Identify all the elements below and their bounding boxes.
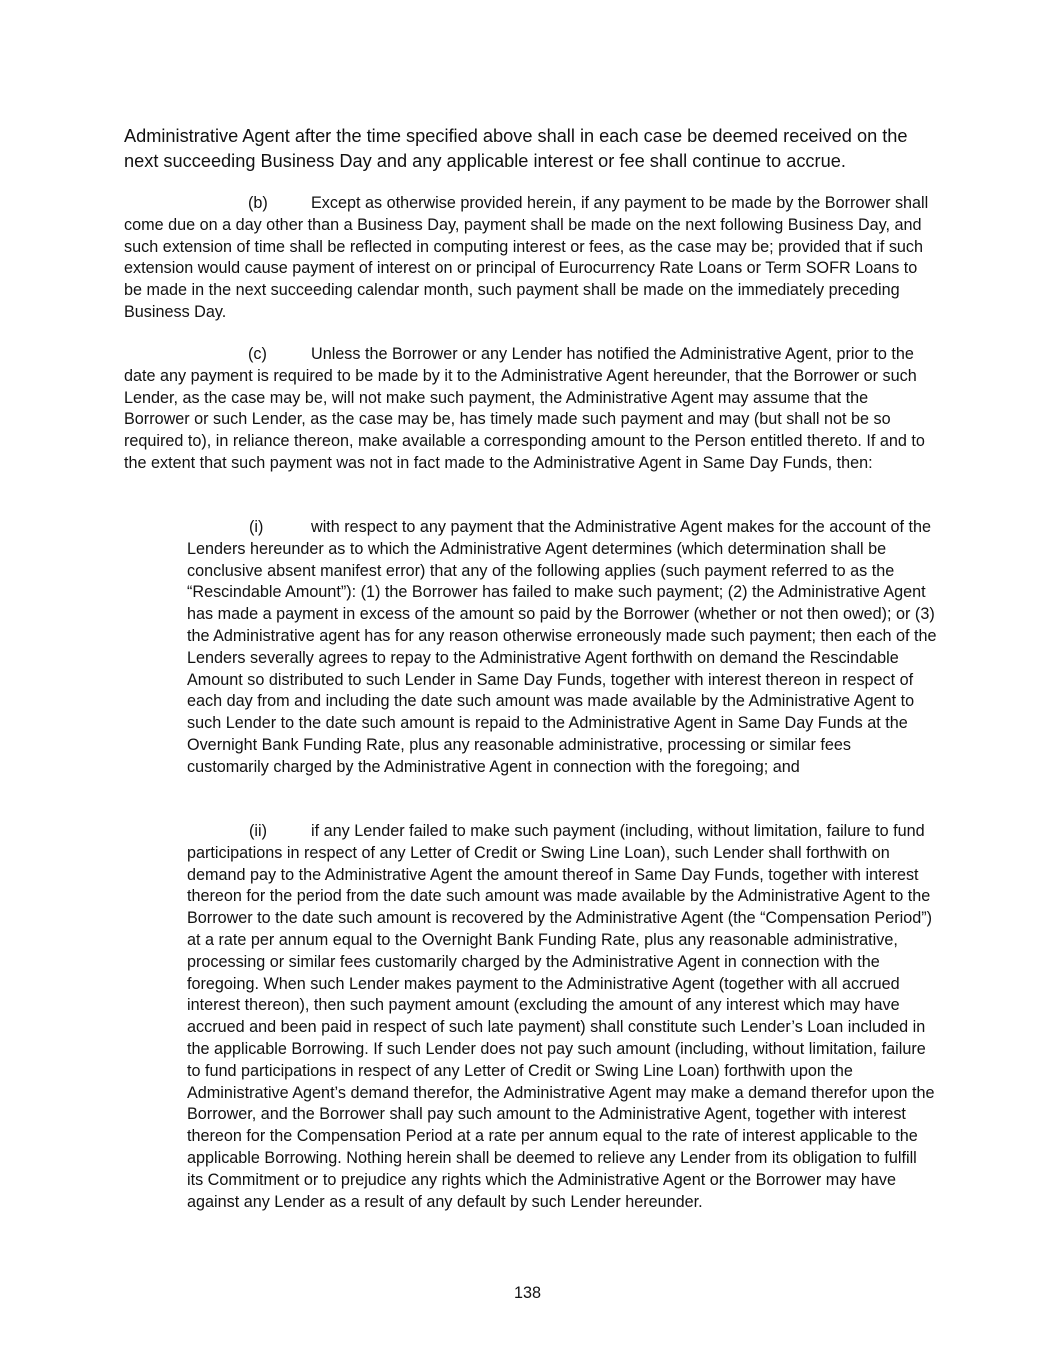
intro-text: Administrative Agent after the time specified above shall in each case be deemed received on the next succeeding Business Day and any applicable interest or fee shall continue to accrue. [124, 126, 908, 171]
subparagraph-i-marker: (i) [249, 518, 264, 536]
subparagraph-ii-text: if any Lender failed to make such payment (including, without limitation, failure to fund participations in respect of any Letter of Credit or Swing Line Loan), such Lender shall forthwith on demand pay to the Administrative Agent the amount thereof in Same Day Funds, together with interest thereon for the period from the date such amount was made available by the Administrative Agent to the Borrower to the date such amount is recovered by the Administrative Agent (the “Compensation Period”) at a rate per annum equal to the Overnight Bank Funding Rate, plus any reasonable administrative, processing or similar fees customarily charged by the Administrative Agent in connection with the foregoing. When such Lender makes payment to the Administrative Agent (together with all accrued interest thereon), then such payment amount (excluding the amount of any interest which may have accrued and been paid in respect of such late payment) shall constitute such Lender’s Loan included in the applicable Borrowing. If such Lender does not pay such amount (including, without limitation, failure to fund participations in respect of any Letter of Credit or Swing Line Loan) forthwith upon the Administrative Agent’s demand therefor, the Administrative Agent may make a demand therefor upon the Borrower, and the Borrower shall pay such amount to the Administrative Agent, together with interest thereon for the Compensation Period at a rate per annum equal to the rate of interest applicable to the applicable Borrowing. Nothing herein shall be deemed to relieve any Lender from its obligation to fulfill its Commitment or to prejudice any rights which the Administrative Agent or the Borrower may have against any Lender as a result of any default by such Lender hereunder. [187, 822, 935, 1211]
paragraph-c-text: Unless the Borrower or any Lender has notified the Administrative Agent, prior to the date any payment is required to be made by it to the Administrative Agent hereunder, that the Borrower or such Lender, as the case may be, will not make such payment, the Administrative Agent may assume that the Borrower or such Lender, as the case may be, has timely made such payment and may (but shall not be so required to), in reliance thereon, make available a corresponding amount to the Person entitled thereto. If and to the extent that such payment was not in fact made to the Administrative Agent in Same Day Funds, then: [124, 345, 925, 472]
paragraph-b [124, 193, 934, 324]
paragraph-c [124, 344, 934, 475]
paragraph-b-marker: (b) [248, 194, 268, 212]
subparagraph-i [187, 517, 937, 779]
paragraph-c-marker: (c) [248, 345, 267, 363]
subparagraph-i-text: with respect to any payment that the Administrative Agent makes for the account of the Lenders hereunder as to which the Administrative Agent determines (which determination shall be conclusive absent manifest error) that any of the following applies (such payment referred to as the “Rescindable Amount”): (1) the Borrower has failed to make such payment; (2) the Administrative Agent has made a payment in excess of the amount so paid by the Borrower (whether or not then owed); or (3) the Administrative agent has for any reason otherwise erroneously made such payment; then each of the Lenders severally agrees to repay to the Administrative Agent forthwith on demand the Rescindable Amount so distributed to such Lender in Same Day Funds, together with interest thereon in respect of each day from and including the date such amount was made available by the Administrative Agent to such Lender to the date such amount is repaid to the Administrative Agent in Same Day Funds at the Overnight Bank Funding Rate, plus any reasonable administrative, processing or similar fees customarily charged by the Administrative Agent in connection with the foregoing; and [187, 518, 937, 776]
intro-paragraph [124, 124, 940, 174]
page-number: 138 [513, 1284, 541, 1302]
subparagraph-ii [187, 821, 937, 1213]
subparagraph-ii-marker: (ii) [249, 822, 267, 840]
paragraph-b-text: Except as otherwise provided herein, if any payment to be made by the Borrower shall come due on a day other than a Business Day, payment shall be made on the next following Business Day, and such extension of time shall be reflected in computing interest or fees, as the case may be; provided that if such extension would cause payment of interest on or principal of Eurocurrency Rate Loans or Term SOFR Loans to be made in the next succeeding calendar month, such payment shall be made on the immediately preceding Business Day. [124, 194, 929, 321]
